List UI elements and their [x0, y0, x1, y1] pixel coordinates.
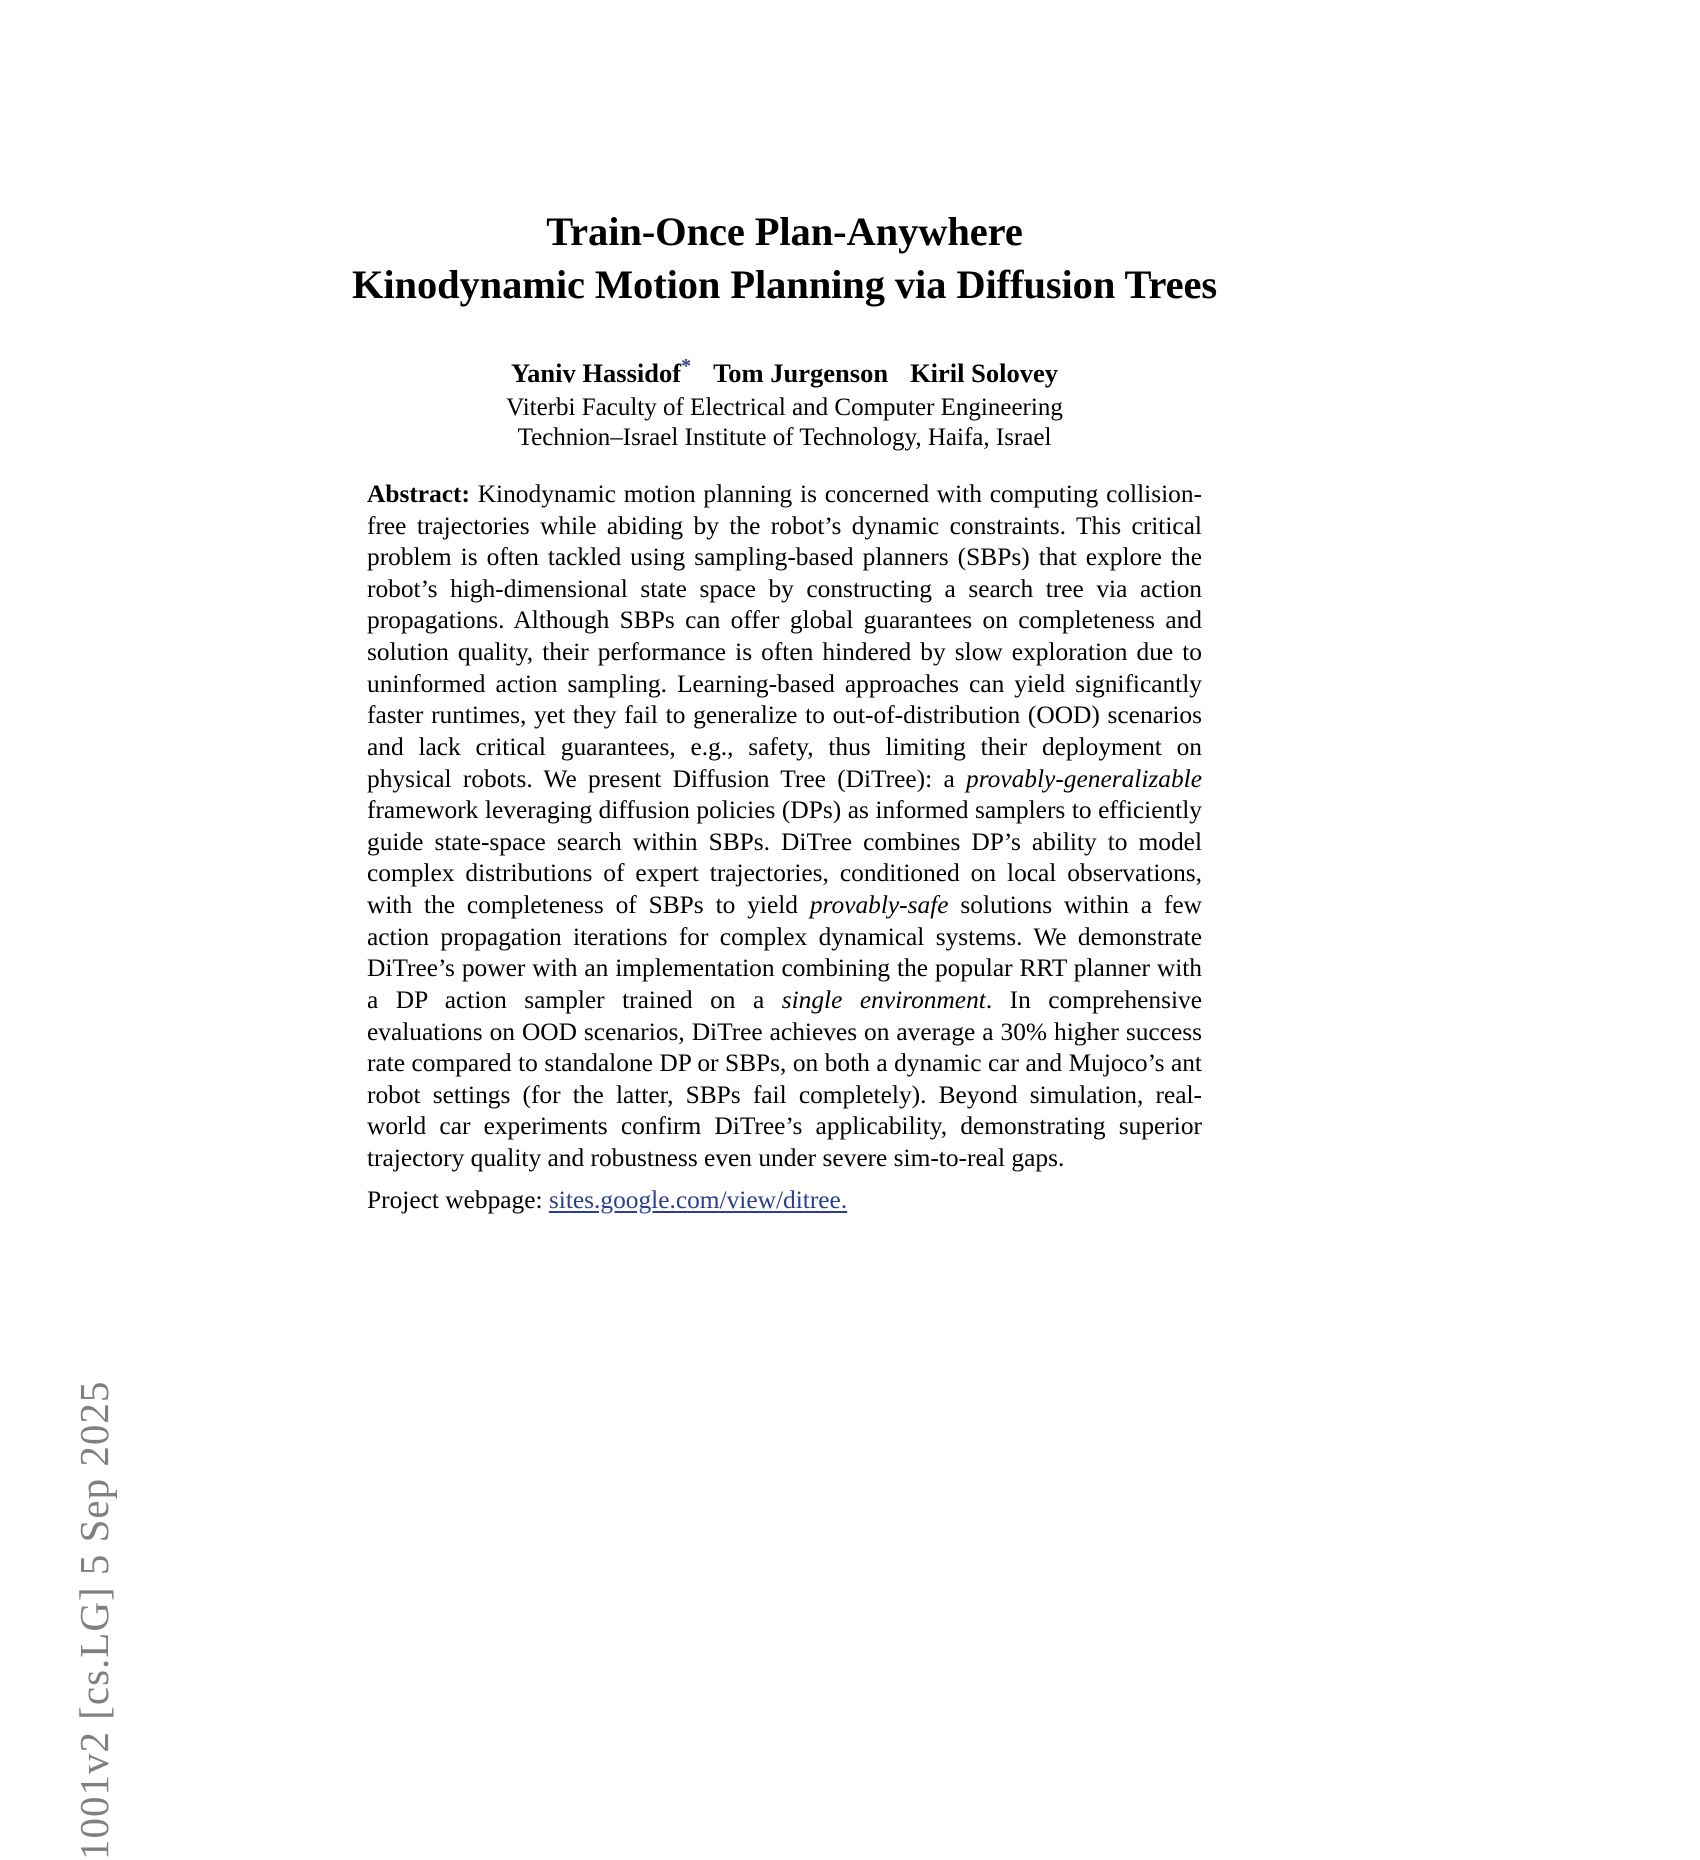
- affiliation-line-2: Technion–Israel Institute of Technology, Haifa, Israel: [517, 423, 1052, 451]
- title-line-2: Kinodynamic Motion Planning via Diffusion Trees: [351, 262, 1218, 308]
- author-name-3: Kiril Solovey: [910, 357, 1059, 388]
- abstract-emphasis-provably-safe: provably-safe: [809, 891, 949, 920]
- abstract-text-part-3: solutions within a few action propagation iterations for complex dynamical systems. We demonstrate DiTree’s power with an implementation combining the popular RRT planner with a DP action sampler trained on a: [367, 891, 1202, 1014]
- author-list: [367, 355, 1202, 388]
- paper-content-column: [351, 0, 1218, 1216]
- title-line-1: Train-Once Plan-Anywhere: [546, 209, 1023, 254]
- abstract-text-part-4: . In comprehensive evaluations on OOD scenarios, DiTree achieves on average a 30% higher success rate compared to standalone DP or SBPs, on both a dynamic car and Mujoco’s ant robot settings (for the latter, SBPs fail completely). Beyond simulation, real-world car experiments confirm DiTree’s applicability, demonstrating superior trajectory quality and robustness even under severe sim-to-real gaps.: [367, 985, 1202, 1173]
- project-webpage-label: Project webpage:: [367, 1185, 549, 1214]
- page-title: [351, 0, 1218, 312]
- author-name-2: Tom Jurgenson: [713, 357, 889, 388]
- author-block: [367, 355, 1202, 452]
- arxiv-stamp: [0, 0, 120, 1860]
- arxiv-stamp-text: 1001v2 [cs.LG] 5 Sep 2025: [71, 1380, 117, 1860]
- abstract-emphasis-provably-generalizable: provably-generalizable: [966, 764, 1202, 793]
- abstract-emphasis-single-environment: single environment: [781, 985, 986, 1014]
- project-webpage-link[interactable]: sites.google.com/view/ditree.: [548, 1185, 848, 1214]
- abstract-label: Abstract:: [367, 479, 470, 508]
- abstract-paragraph: [367, 479, 1202, 1175]
- affiliation-line-1: Viterbi Faculty of Electrical and Computer Engineering: [506, 394, 1063, 422]
- project-webpage-line: [367, 1185, 1202, 1217]
- author-name-1: Yaniv Hassidof: [510, 357, 682, 388]
- abstract-text-part-2: framework leveraging diffusion policies (DPs) as informed samplers to efficiently guide state-space search within SBPs. DiTree combines DP’s ability to model complex distributions of expert trajectories, conditioned on local observations, with the completeness of SBPs to yield: [367, 796, 1202, 920]
- abstract-text-part-1: Kinodynamic motion planning is concerned with computing collision-free trajectories while abiding by the robot’s dynamic constraints. This critical problem is often tackled using sampling-based planners (SBPs) that explore the robot’s high-dimensional state space by constructing a search tree via action propagations. Although SBPs can offer global guarantees on completeness and solution quality, their performance is often hindered by slow exploration due to uninformed action sampling. Learning-based approaches can yield significantly faster runtimes, yet they fail to generalize to out-of-distribution (OOD) scenarios and lack critical guarantees, e.g., safety, thus limiting their deployment on physical robots. We present Diffusion Tree (DiTree): a: [367, 479, 1202, 793]
- author-footnote-marker[interactable]: *: [681, 355, 692, 378]
